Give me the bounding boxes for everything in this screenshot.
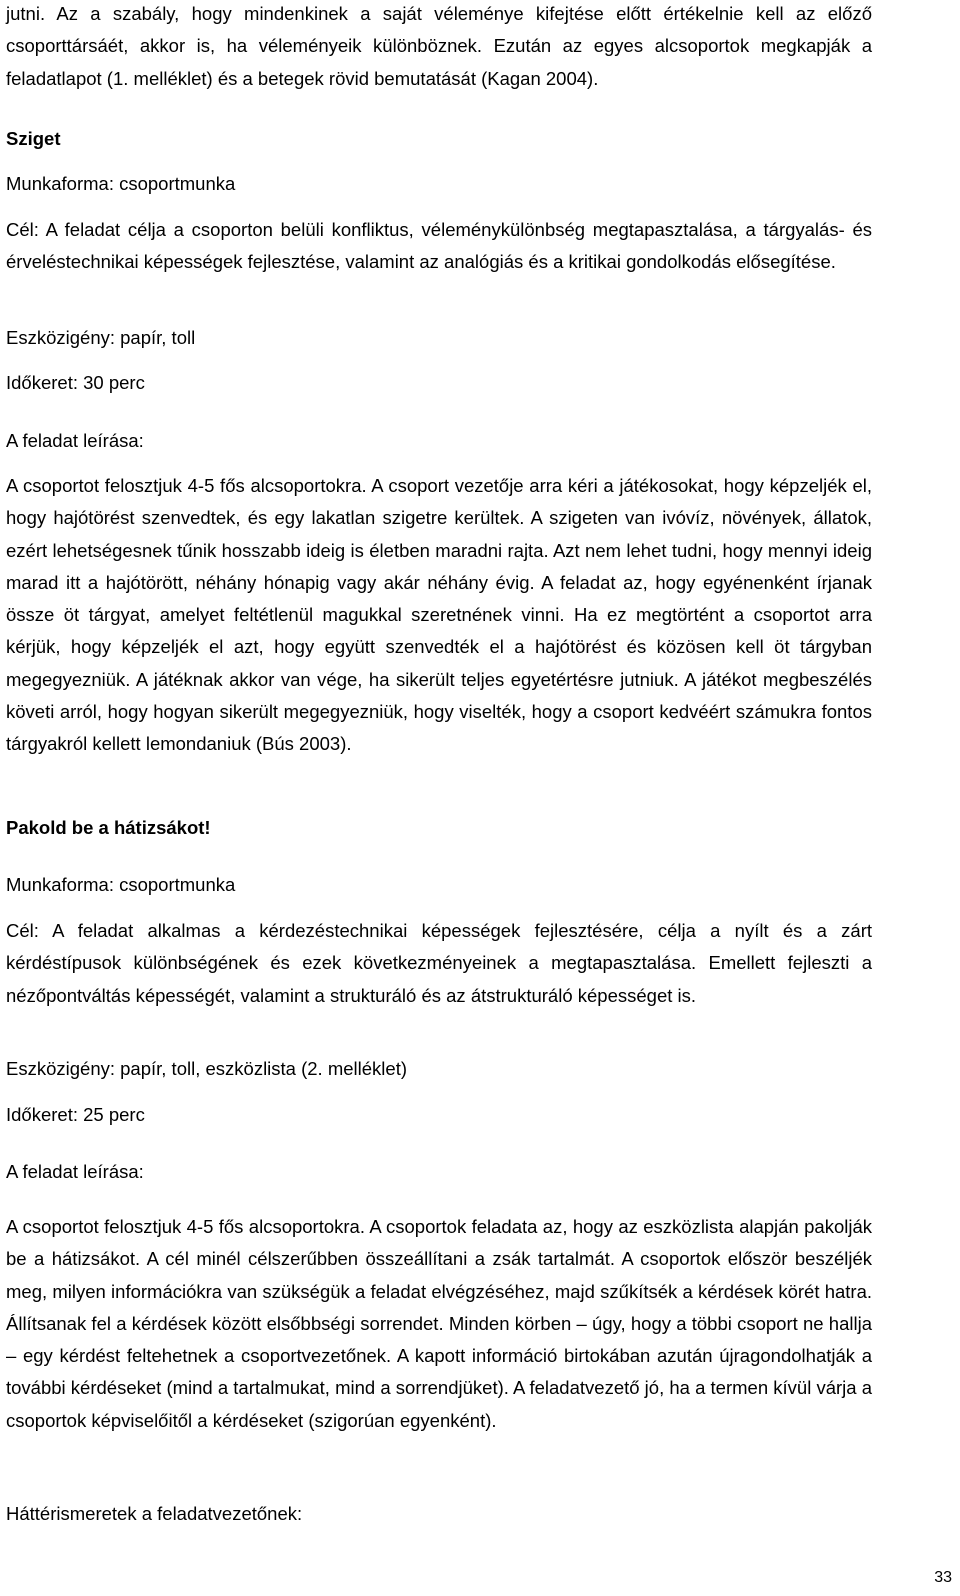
pakold-equipment: Eszközigény: papír, toll, eszközlista (2. melléklet) bbox=[6, 1058, 407, 1079]
sziget-time: Időkeret: 30 perc bbox=[6, 372, 145, 393]
sziget-description: A csoportot felosztjuk 4-5 fős alcsoportokra. A csoport vezetője arra kéri a játékosokat, hogy képzeljék el, hogy hajótörést szenvedtek, és egy lakatlan szigetre kerültek. A szigeten van ivóvíz, növények, állatok, ezért lehetségesnek tűnik hosszabb ideig is életben maradni rajta. Azt nem lehet tudni, hogy mennyi ideig marad itt a hajótörött, néhány hónapig vagy akár néhány évig. A feladat az, hogy egyénenként írjanak össze öt tárgyat, amelyet feltétlenül magukkal szeretnének vinni. Ha ez megtörtént a csoportot arra kérjük, hogy képzeljék el azt, hogy együtt szenvedték el a hajótörést és közösen kell öt tárgyban megegyezniük. A játéknak akkor van vége, ha sikerült teljes egyetértésre jutniuk. A játékot megbeszélés követi arról, hogy hogyan sikerült megegyezniük, hogy viselték, hogy a csoport kedvéért számukra fontos tárgyakról kellett lemondaniuk (Bús 2003). bbox=[6, 475, 872, 755]
pakold-description: A csoportot felosztjuk 4-5 fős alcsoportokra. A csoportok feladata az, hogy az eszközlista alapján pakolják be a hátizsákot. A cél minél célszerűbben összeállítani a zsák tartalmát. A csoportok először beszéljék meg, milyen információkra van szükségük a feladat elvégzéséhez, majd szűkítsék a kérdések körét hatra. Állítsanak fel a kérdések között elsőbbségi sorrendet. Minden körben – úgy, hogy a többi csoport ne hallja – egy kérdést feltehetnek a csoportvezetőnek. A kapott információ birtokában azután újragondolhatják a további kérdéseket (mind a tartalmukat, mind a sorrendjüket). A feladatvezető jó, ha a termen kívül várja a csoportok képviselőitől a kérdéseket (szigorúan egyenként). bbox=[6, 1216, 872, 1431]
background-knowledge-heading: Háttérismeretek a feladatvezetőnek: bbox=[6, 1503, 303, 1524]
pakold-title: Pakold be a hátizsákot! bbox=[6, 817, 211, 838]
sziget-work-form: Munkaforma: csoportmunka bbox=[6, 173, 236, 194]
pakold-description-label: A feladat leírása: bbox=[6, 1161, 144, 1182]
pakold-work-form: Munkaforma: csoportmunka bbox=[6, 874, 236, 895]
sziget-description-label: A feladat leírása: bbox=[6, 430, 144, 451]
sziget-goal: Cél: A feladat célja a csoporton belüli konfliktus, véleménykülönbség megtapasztalása, a tárgyalás- és érveléstechnikai képességek fejlesztése, valamint az analógiás és a kritikai gondolkodás elősegítése. bbox=[6, 219, 872, 273]
sziget-equipment: Eszközigény: papír, toll bbox=[6, 327, 196, 348]
sziget-title: Sziget bbox=[6, 128, 61, 149]
pakold-time: Időkeret: 25 perc bbox=[6, 1104, 145, 1125]
pakold-goal: Cél: A feladat alkalmas a kérdezéstechnikai képességek fejlesztésére, célja a nyílt és a zárt kérdéstípusok különbségének és ezek következményeinek a megtapasztalása. Emellett fejleszti a nézőpontváltás képességét, valamint a strukturáló és az átstrukturáló képességet is. bbox=[6, 920, 872, 1006]
intro-paragraph: jutni. Az a szabály, hogy mindenkinek a saját véleménye kifejtése előtt értékelnie kell az előző csoporttársáét, akkor is, ha véleményeik különböznek. Ezután az egyes alcsoportok megkapják a feladatlapot (1. melléklet) és a betegek rövid bemutatását (Kagan 2004). bbox=[6, 3, 872, 89]
page-number: 33 bbox=[934, 1569, 952, 1586]
